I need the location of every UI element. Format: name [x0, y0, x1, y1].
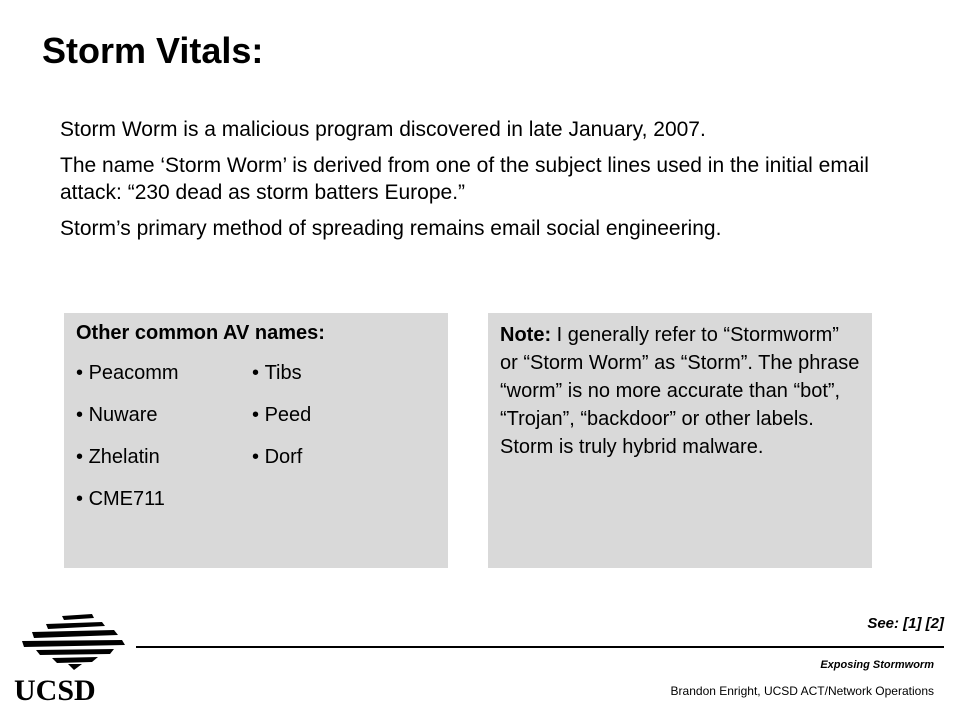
footer-divider	[136, 646, 944, 648]
av-names-list-right	[252, 359, 311, 485]
av-name-item: • Zhelatin	[76, 443, 179, 471]
footer-author: Brandon Enright, UCSD ACT/Network Operations	[670, 684, 934, 698]
ucsd-logo-text: UCSD	[14, 674, 96, 706]
note-box	[488, 313, 872, 568]
av-name-item: • CME711	[76, 485, 179, 513]
footer-presentation-title: Exposing Stormworm	[820, 659, 934, 671]
ucsd-logo	[10, 610, 134, 706]
slide-title: Storm Vitals:	[42, 30, 264, 71]
intro-text	[60, 116, 880, 251]
av-name-item: • Peacomm	[76, 359, 179, 387]
intro-paragraph-3: Storm’s primary method of spreading remains email social engineering.	[60, 217, 722, 240]
ucsd-emblem-icon	[22, 614, 125, 670]
av-names-list-left	[76, 359, 179, 527]
av-names-box	[64, 313, 448, 568]
av-name-item: • Nuware	[76, 401, 179, 429]
av-name-item: • Tibs	[252, 359, 311, 387]
av-name-item: • Peed	[252, 401, 311, 429]
see-references: See: [1] [2]	[867, 615, 944, 632]
intro-paragraph-1: Storm Worm is a malicious program discovered in late January, 2007.	[60, 118, 706, 141]
av-name-item: • Dorf	[252, 443, 311, 471]
note-text: I generally refer to “Stormworm” or “Storm Worm” as “Storm”. The phrase “worm” is no more accurate than “bot”, “Trojan”, “backdoor” or other labels. Storm is truly hybrid malware.	[500, 324, 860, 458]
intro-paragraph-2: The name ‘Storm Worm’ is derived from one of the subject lines used in the initial email attack: “230 dead as storm batters Europe.”	[60, 154, 869, 204]
av-names-heading: Other common AV names:	[76, 322, 325, 344]
note-label: Note:	[500, 324, 552, 346]
